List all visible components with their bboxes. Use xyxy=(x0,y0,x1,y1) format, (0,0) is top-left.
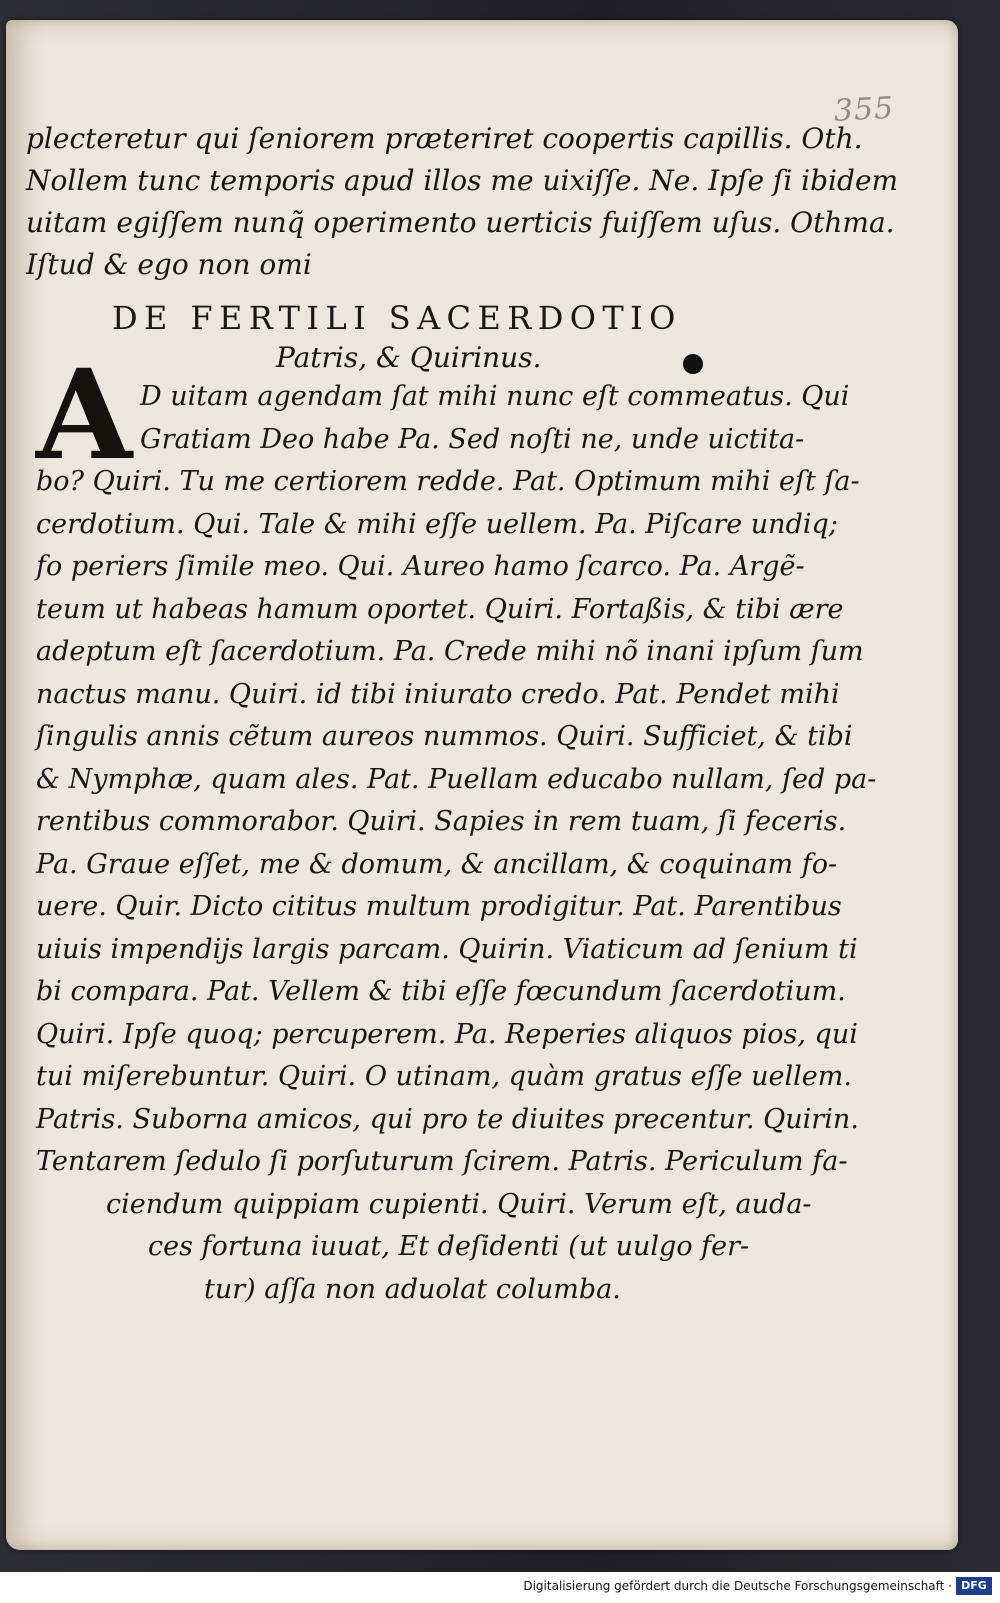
text-line: ciendum quippiam cupienti. Quiri. Verum eſt, auda- xyxy=(106,1188,812,1220)
text-line: tur) aſſa non aduolat columba. xyxy=(204,1273,621,1305)
text-line: tui miſerebuntur. Quiri. O utinam, quàm gratus eſſe uellem. xyxy=(36,1061,852,1092)
text-line: ces fortuna iuuat, Et deſidenti (ut uulgo fer- xyxy=(148,1231,750,1262)
footer-bar xyxy=(0,1572,1000,1603)
text-line: nactus manu. Quiri. id tibi iniurato credo. Pat. Pendet mihi xyxy=(36,678,840,710)
text-line: Nollem tunc temporis apud illos me uixiſſe. Ne. Ipſe ſi ibidem xyxy=(26,164,899,197)
folio-number: 355 xyxy=(833,90,896,129)
ink-blot xyxy=(683,354,703,374)
text-line: bi compara. Pat. Vellem & tibi eſſe fœcundum ſacerdotium. xyxy=(36,976,846,1007)
dialogue-text-block xyxy=(36,376,877,1311)
funding-credit: Digitalisierung gefördert durch die Deutsche Forschungsgemeinschaft · xyxy=(523,1579,952,1593)
text-line: Gratiam Deo habe Pa. Sed noſti ne, unde uictita- xyxy=(140,423,805,455)
text-line: teum ut habeas hamum oportet. Quiri. Fortaßis, & tibi ære xyxy=(36,593,844,625)
text-line: cerdotium. Qui. Tale & mihi eſſe uellem. Pa. Piſcare undiq; xyxy=(36,508,838,540)
text-line: plecteretur qui ſeniorem præteriret coopertis capillis. Oth. xyxy=(26,122,863,155)
text-line: fo periers ſimile meo. Qui. Aureo hamo ſcarco. Pa. Argẽ- xyxy=(36,551,805,582)
text-line: bo? Quiri. Tu me certiorem redde. Pat. Optimum mihi eſt ſa- xyxy=(36,466,860,497)
book-page xyxy=(6,20,958,1550)
text-line: uiuis impendijs largis parcam. Quirin. Viaticum ad ſenium ti xyxy=(36,933,858,965)
text-line: Quiri. Ipſe quoq; percuperem. Pa. Reperies aliquos pios, qui xyxy=(36,1018,858,1050)
text-line: Pa. Graue eſſet, me & domum, & ancillam, & coquinam fo- xyxy=(36,848,838,880)
text-line: ſingulis annis cẽtum aureos nummos. Quiri. Sufficiet, & tibi xyxy=(36,721,853,752)
chapter-subheading: Patris, & Quirinus. xyxy=(276,341,542,374)
chapter-heading: DE FERTILI SACERDOTIO xyxy=(112,299,682,337)
dfg-logo: DFG xyxy=(956,1577,992,1595)
text-line: Tentarem ſedulo ſi porſuturum ſcirem. Patris. Periculum fa- xyxy=(36,1146,848,1177)
text-line: adeptum eſt ſacerdotium. Pa. Crede mihi nõ inani ipſum ſum xyxy=(36,636,864,667)
text-line: Iſtud & ego non omi xyxy=(26,248,312,281)
text-line: D uitam agendam ſat mihi nunc eſt commeatus. Qui xyxy=(140,381,850,412)
text-line: rentibus commorabor. Quiri. Sapies in rem tuam, ſi feceris. xyxy=(36,806,847,837)
text-line: & Nymphæ, quam ales. Pat. Puellam educabo nullam, ſed pa- xyxy=(36,763,877,795)
drop-cap-initial: A xyxy=(36,343,133,488)
text-line: uere. Quir. Dicto cititus multum prodigitur. Pat. Parentibus xyxy=(36,891,842,922)
top-text-block xyxy=(26,118,899,286)
text-line: Patris. Suborna amicos, qui pro te diuites precentur. Quirin. xyxy=(36,1103,859,1135)
text-line: uitam egiſſem nunq̃ operimento uerticis fuiſſem uſus. Othma. xyxy=(26,206,895,239)
